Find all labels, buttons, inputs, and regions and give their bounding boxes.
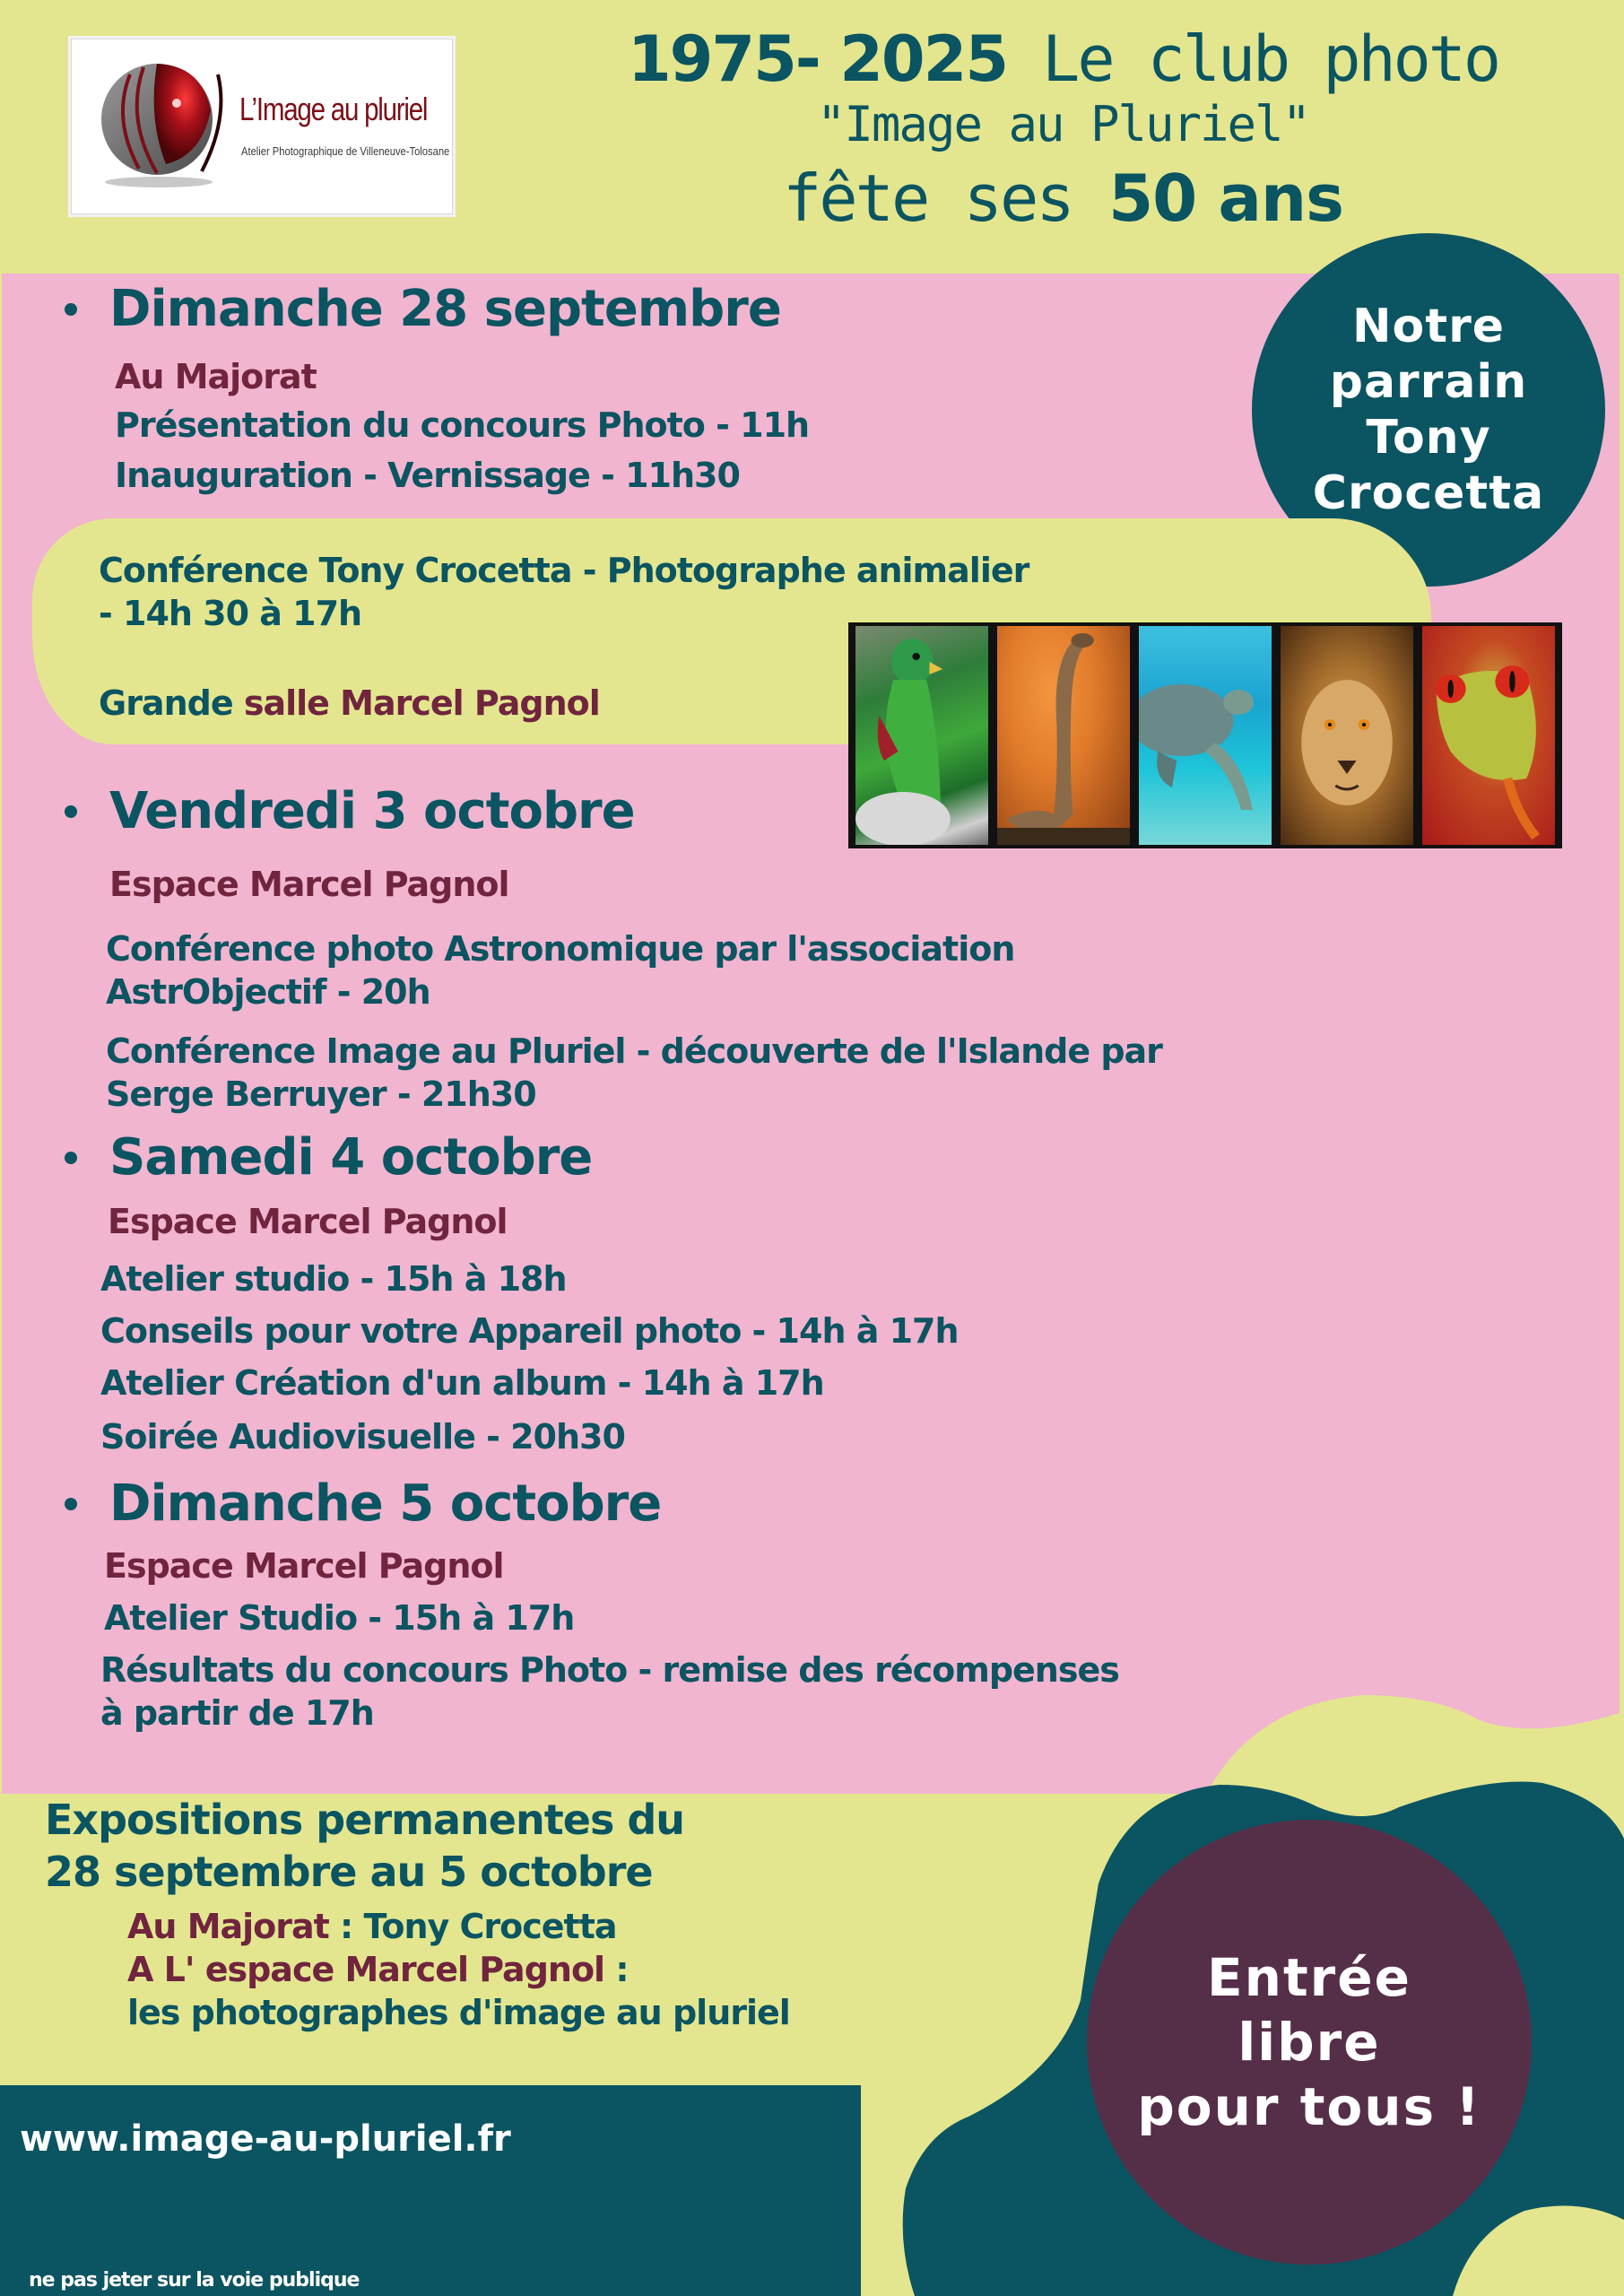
exposition-venue: Au Majorat xyxy=(127,1907,329,1946)
conference-place xyxy=(99,682,600,725)
conference-title: Conférence Tony Crocetta - Photographe animalier xyxy=(99,551,1029,590)
headline-anniversary-years: 50 ans xyxy=(1108,161,1344,236)
expositions-details xyxy=(127,1905,790,2034)
website-link[interactable]: www.image-au-pluriel.fr xyxy=(20,2118,511,2160)
day-item: Présentation du concours Photo - 11h xyxy=(115,405,810,445)
photo-tree-frog xyxy=(1422,626,1555,845)
day-title: Dimanche 5 octobre xyxy=(109,1474,662,1533)
expositions-title: Expositions permanentes du 28 septembre au 5 octobre xyxy=(45,1796,685,1896)
exposition-line xyxy=(127,1905,790,1948)
disclaimer-text: ne pas jeter sur la voie publique xyxy=(29,2269,360,2292)
day-block xyxy=(65,780,635,843)
club-logo xyxy=(68,36,456,217)
day-item: Conférence photo Astronomique par l'association xyxy=(106,929,1015,969)
bullet-icon xyxy=(65,805,77,818)
day-heading xyxy=(65,1473,661,1535)
logo-sphere-icon xyxy=(94,57,229,191)
day-item: Conférence Image au Pluriel - découverte de l'Islande par xyxy=(106,1031,1162,1071)
exposition-venue: A L' espace Marcel Pagnol xyxy=(127,1950,605,1989)
day-item: Résultats du concours Photo - remise des récompenses xyxy=(100,1650,1119,1690)
frog-icon xyxy=(1422,626,1555,845)
free-entry-text: Entrée libre pour tous ! xyxy=(1137,1947,1481,2137)
snake-icon xyxy=(997,626,1130,845)
bullet-icon xyxy=(65,303,77,316)
day-title: Vendredi 3 octobre xyxy=(109,782,635,840)
turtle-icon xyxy=(1139,626,1272,845)
conference-place-prefix: Grande xyxy=(99,683,244,723)
bullet-icon xyxy=(65,1152,77,1164)
day-item: Serge Berruyer - 21h30 xyxy=(106,1074,536,1114)
day-venue: Espace Marcel Pagnol xyxy=(109,865,509,904)
logo-title: L’Image au pluriel xyxy=(239,91,428,127)
free-entry-badge xyxy=(1087,1820,1532,2265)
photo-lion xyxy=(1281,626,1413,845)
exposition-artist: : Tony Crocetta xyxy=(328,1907,617,1946)
day-block xyxy=(65,1126,592,1189)
day-venue: Espace Marcel Pagnol xyxy=(104,1546,504,1586)
day-block xyxy=(65,1473,661,1535)
day-block xyxy=(65,278,781,341)
photo-quetzal-bird xyxy=(855,626,988,845)
exposition-colon: : xyxy=(604,1950,629,1989)
day-venue: Espace Marcel Pagnol xyxy=(108,1202,508,1241)
photo-cobra-snake xyxy=(997,626,1130,845)
headline-anniversary-prefix: fête ses xyxy=(782,161,1109,236)
animal-photo-strip xyxy=(848,622,1562,848)
exposition-artists: les photographes d'image au pluriel xyxy=(127,1993,790,2032)
day-title: Samedi 4 octobre xyxy=(109,1128,593,1187)
headline-anniversary xyxy=(502,158,1624,239)
headline-years xyxy=(502,18,1624,100)
day-heading xyxy=(65,1126,592,1189)
day-item: à partir de 17h xyxy=(100,1693,374,1733)
logo-subtitle: Atelier Photographique de Villeneuve-Tolosane xyxy=(241,144,450,158)
day-item: Atelier Création d'un album - 14h à 17h xyxy=(100,1363,824,1403)
bird-icon xyxy=(855,626,988,845)
lion-icon xyxy=(1281,626,1413,845)
bullet-icon xyxy=(65,1498,77,1510)
day-item: AstrObjectif - 20h xyxy=(106,972,430,1012)
headline-years-text: 1975- 2025 xyxy=(627,22,1008,96)
day-item: Conseils pour votre Appareil photo - 14h à 17h xyxy=(100,1311,959,1351)
headline-club-name: "Image au Pluriel" xyxy=(816,96,1310,152)
sponsor-badge-text: Notre parrain Tony Crocetta xyxy=(1312,300,1545,520)
day-item: Atelier studio - 15h à 18h xyxy=(100,1259,567,1299)
day-item: Inauguration - Vernissage - 11h30 xyxy=(115,456,740,495)
conference-time: - 14h 30 à 17h xyxy=(99,594,362,633)
day-title: Dimanche 28 septembre xyxy=(109,280,781,338)
headline-club-text: Le club photo xyxy=(1007,22,1499,96)
conference-place-name: salle Marcel Pagnol xyxy=(243,683,600,723)
footer-curve xyxy=(762,2085,995,2296)
exposition-line xyxy=(127,1948,790,1991)
day-item: Atelier Studio - 15h à 17h xyxy=(104,1598,575,1638)
day-item: Soirée Audiovisuelle - 20h30 xyxy=(100,1417,625,1457)
footer-band xyxy=(0,2085,861,2296)
photo-sea-turtle xyxy=(1139,626,1272,845)
day-heading xyxy=(65,780,635,843)
day-venue: Au Majorat xyxy=(115,357,317,396)
day-heading xyxy=(65,278,781,341)
